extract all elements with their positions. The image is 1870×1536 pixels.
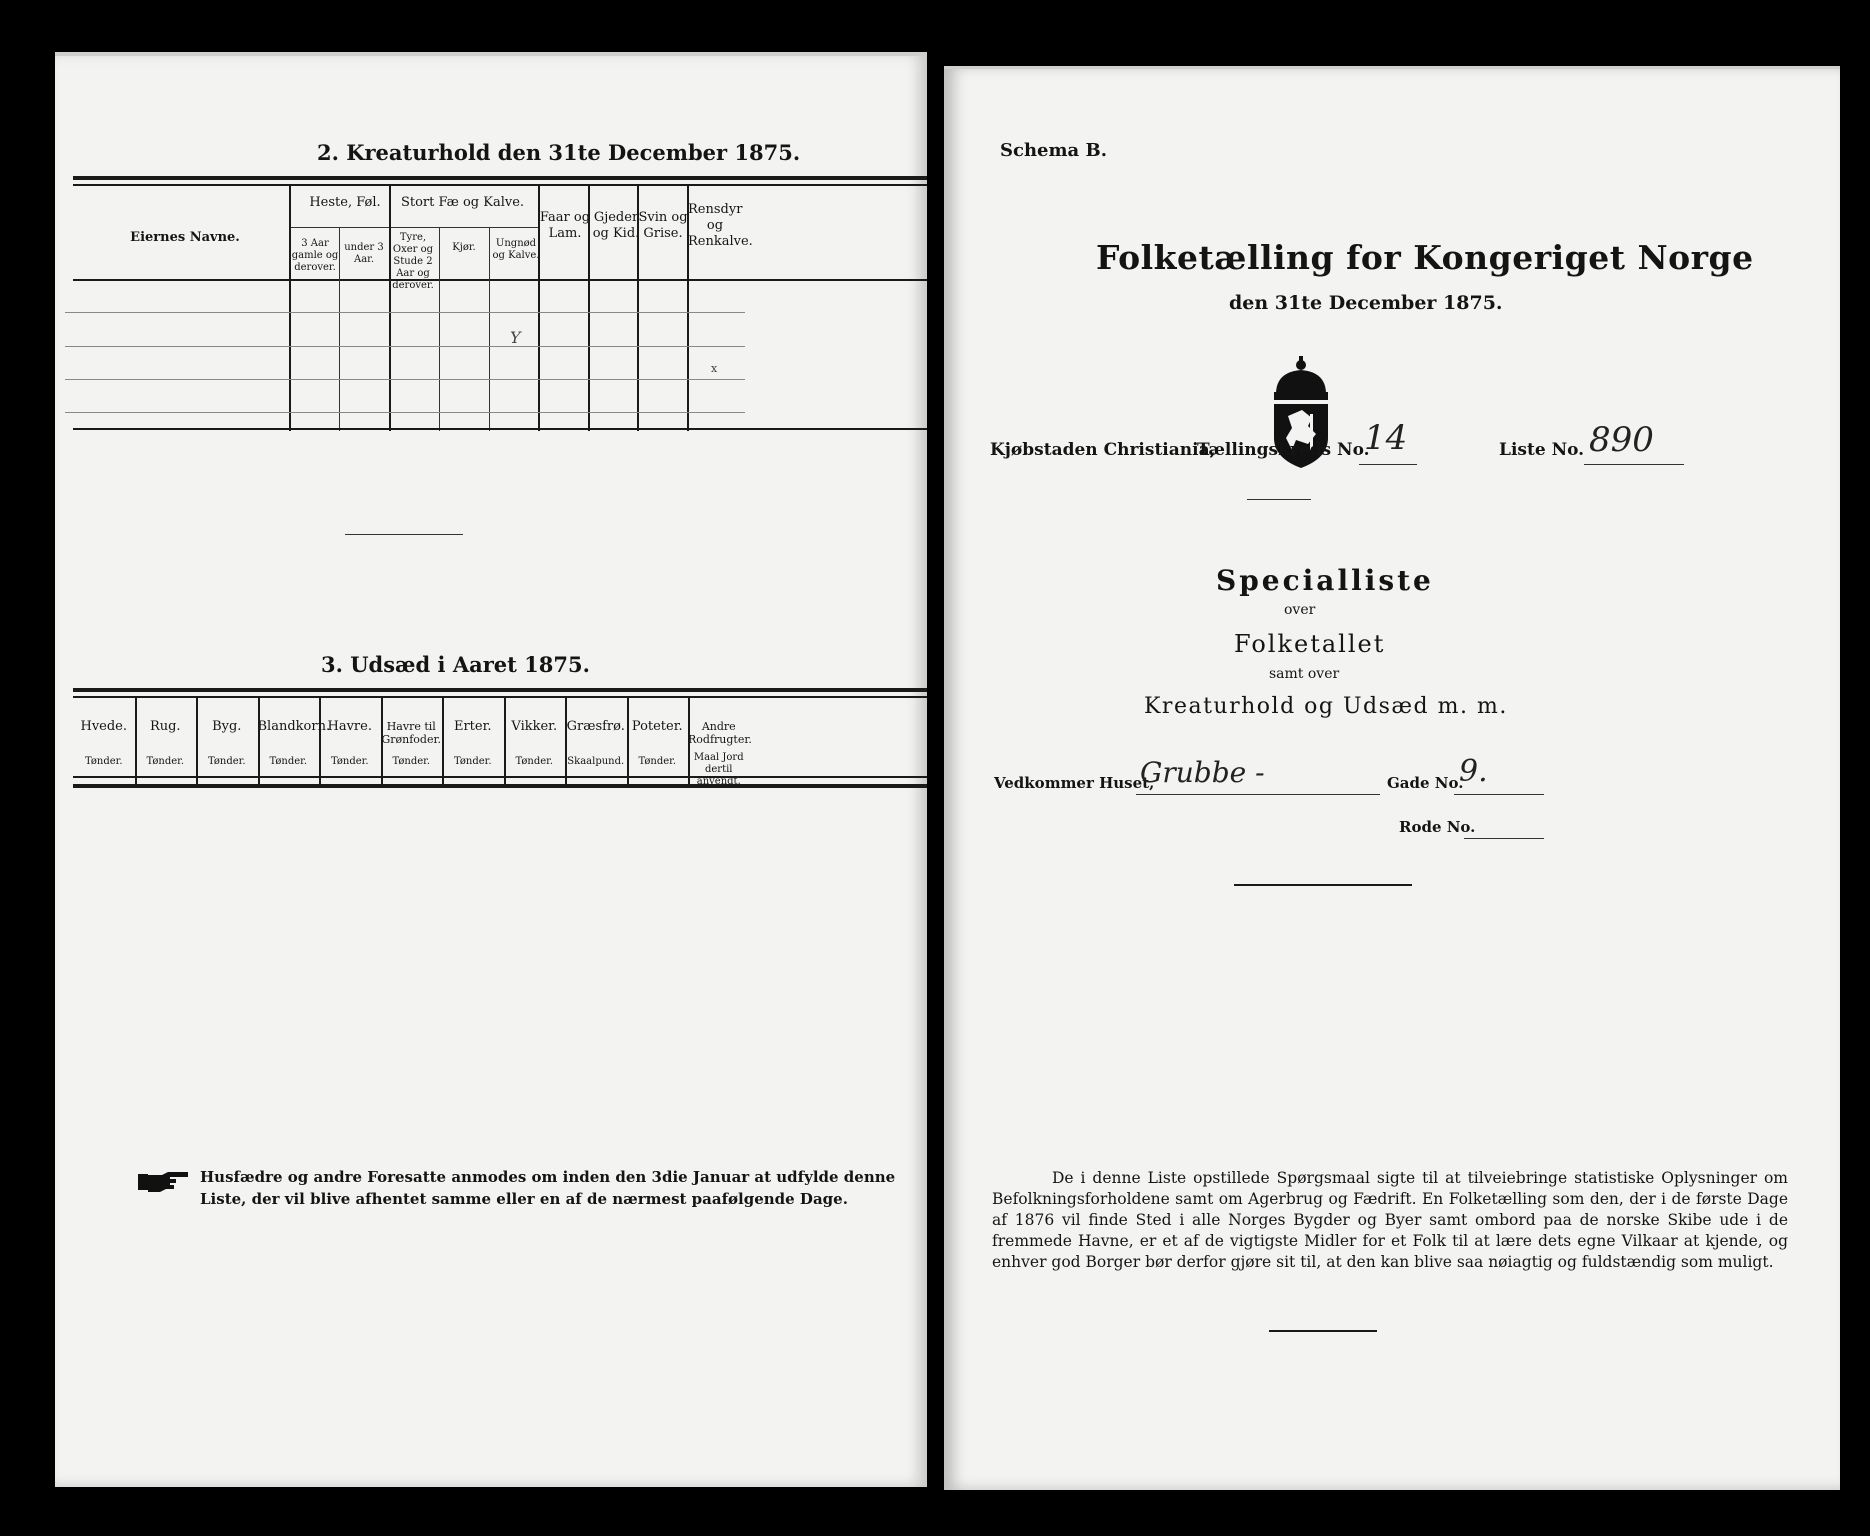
udsaed-col-header: Hvede.: [80, 719, 128, 734]
over-text: over: [1284, 602, 1316, 618]
udsaed-col-header: Poteter.: [631, 719, 683, 734]
handwritten-mark: Y: [510, 328, 521, 347]
rule: [73, 696, 927, 698]
gade-label: Gade No.: [1387, 774, 1464, 792]
stort-sub2: Kjør.: [452, 242, 476, 253]
gjeder-header: Gjeder og Kid.: [592, 210, 640, 241]
rode-label: Rode No.: [1399, 818, 1476, 836]
street-value: Grubbe -: [1140, 756, 1265, 789]
fill-line: [1136, 794, 1380, 795]
stort-sub1: Tyre, Oxer og Stude 2 Aar og derover.: [392, 232, 434, 291]
col-line: [627, 696, 629, 784]
divider: [1269, 1330, 1377, 1332]
col-line: [504, 696, 506, 784]
udsaed-col-header: Byg.: [212, 719, 242, 734]
rule: [73, 784, 927, 788]
fill-line: [1359, 464, 1417, 465]
col-line: [135, 696, 137, 784]
udsaed-col-unit: Skaalpund.: [567, 756, 625, 767]
table-row: [65, 412, 745, 413]
divider: [345, 534, 463, 535]
notice-text: Husfædre og andre Foresatte anmodes om inden den 3die Januar at udfylde denne Liste, der vil blive afhentet samme eller en af de nærmest paafølgende Dage.: [200, 1168, 896, 1208]
col-line: [688, 696, 690, 784]
samt-over-text: samt over: [1269, 666, 1340, 682]
udsaed-col-unit: Tønder.: [515, 756, 554, 767]
heste-sub2: under 3 Aar.: [344, 242, 384, 265]
udsaed-col-header: Andre Rodfrugter.: [688, 720, 752, 746]
col-line: [588, 184, 590, 431]
udsaed-col-header: Erter.: [453, 719, 492, 734]
udsaed-col-unit: Tønder.: [392, 756, 431, 767]
heste-sub1: 3 Aar gamle og derover.: [291, 238, 339, 273]
udsaed-col-header: Græsfrø.: [566, 719, 625, 734]
info-paragraph: De i denne Liste opstillede Spørgsmaal sigte til at tilveiebringe statistiske Oplysninger om Befolkningsforholdene samt om Agerbrug og Fædrift. En Folketælling som den, der i de første Dage af 1876 vil finde Sted i alle Norges Bygder og Byer samt ombord paa de norske Skibe ude i de fremmede Havne, er et af de vigtigste Midler for et Folk til at lære dets egne Vilkaar at kjende, og enhver god Borger bør derfor gjøre sit til, at den kan blive saa nøiagtig og fuldstændig som muligt.: [992, 1169, 1788, 1271]
fill-line: [1464, 838, 1544, 839]
vedkommer-label: Vedkommer Huset,: [994, 774, 1155, 792]
section3-heading: 3. Udsæd i Aaret 1875.: [321, 652, 590, 677]
udsaed-col-header: Blandkorn.: [257, 719, 331, 734]
kreds-label: Tællingskreds No.: [1197, 440, 1370, 460]
udsaed-col-header: Havre til Grønfoder.: [381, 720, 442, 746]
col-line: [439, 227, 440, 431]
udsaed-col-unit: Tønder.: [84, 756, 123, 767]
col-line: [381, 696, 383, 784]
udsaed-col-unit: Tønder.: [638, 756, 677, 767]
divider: [1234, 884, 1412, 886]
col-line: [538, 184, 540, 431]
col-line: [196, 696, 198, 784]
title-date: den 31te December 1875.: [1229, 292, 1503, 314]
col-line: [687, 184, 689, 431]
col-line: [637, 184, 639, 431]
kreds-value: 14: [1364, 418, 1408, 458]
udsaed-col-unit: Tønder.: [146, 756, 185, 767]
liste-label: Liste No.: [1499, 440, 1585, 460]
city-label: Kjøbstaden Christiania,: [990, 440, 1216, 460]
stort-header: Stort Fæ og Kalve.: [400, 195, 525, 210]
rule: [291, 227, 389, 228]
rule: [73, 688, 927, 692]
fill-line: [1454, 794, 1544, 795]
udsaed-col-header: Havre.: [327, 719, 372, 734]
udsaed-col-unit: Tønder.: [330, 756, 369, 767]
gade-value: 9.: [1459, 754, 1488, 789]
rule: [73, 428, 927, 430]
col-line: [489, 227, 490, 431]
svin-header: Svin og Grise.: [638, 210, 688, 241]
udsaed-col-unit: Tønder.: [453, 756, 492, 767]
faar-header: Faar og Lam.: [539, 210, 591, 241]
col-line: [565, 696, 567, 784]
right-page: [944, 66, 1840, 1490]
section2-heading: 2. Kreaturhold den 31te December 1875.: [317, 140, 801, 165]
rule: [73, 184, 927, 186]
page-title: Folketælling for Kongeriget Norge: [1096, 238, 1754, 277]
folketallet-text: Folketallet: [1234, 630, 1386, 658]
rule: [73, 176, 927, 180]
table-row: [65, 379, 745, 380]
col-line: [289, 184, 291, 431]
col-line: [339, 227, 340, 431]
page-edge: [944, 66, 1840, 69]
udsaed-col-unit: Tønder.: [207, 756, 246, 767]
left-page: [55, 52, 927, 1487]
rule: [390, 227, 538, 228]
page-edge: [55, 52, 927, 56]
pointing-hand-icon: [138, 1170, 190, 1194]
udsaed-col-header: Vikker.: [511, 719, 558, 734]
table-row: [65, 346, 745, 347]
rule: [73, 776, 927, 778]
fill-line: [1584, 464, 1684, 465]
col-line: [319, 696, 321, 784]
specialliste-heading: Specialliste: [1216, 564, 1434, 597]
col-line: [442, 696, 444, 784]
rule: [73, 279, 927, 281]
col-line: [389, 184, 391, 431]
udsaed-col-header: Rug.: [149, 719, 181, 734]
schema-label: Schema B.: [1000, 140, 1107, 161]
udsaed-col-unit: Maal Jord dertil anvendt.: [693, 752, 744, 787]
col-line: [258, 696, 260, 784]
handwritten-mark: x: [711, 362, 718, 375]
heste-header: Heste, Føl.: [309, 195, 381, 210]
liste-value: 890: [1589, 420, 1654, 460]
kreaturhold-text: Kreaturhold og Udsæd m. m.: [1144, 694, 1508, 719]
rensdyr-header: Rensdyr og Renkalve.: [688, 202, 753, 249]
udsaed-col-unit: Tønder.: [269, 756, 308, 767]
owner-col-header: Eiernes Navne.: [130, 230, 240, 245]
table-row: [65, 312, 745, 313]
stort-sub3: Ungnød og Kalve.: [492, 238, 540, 261]
divider: [1247, 499, 1311, 500]
